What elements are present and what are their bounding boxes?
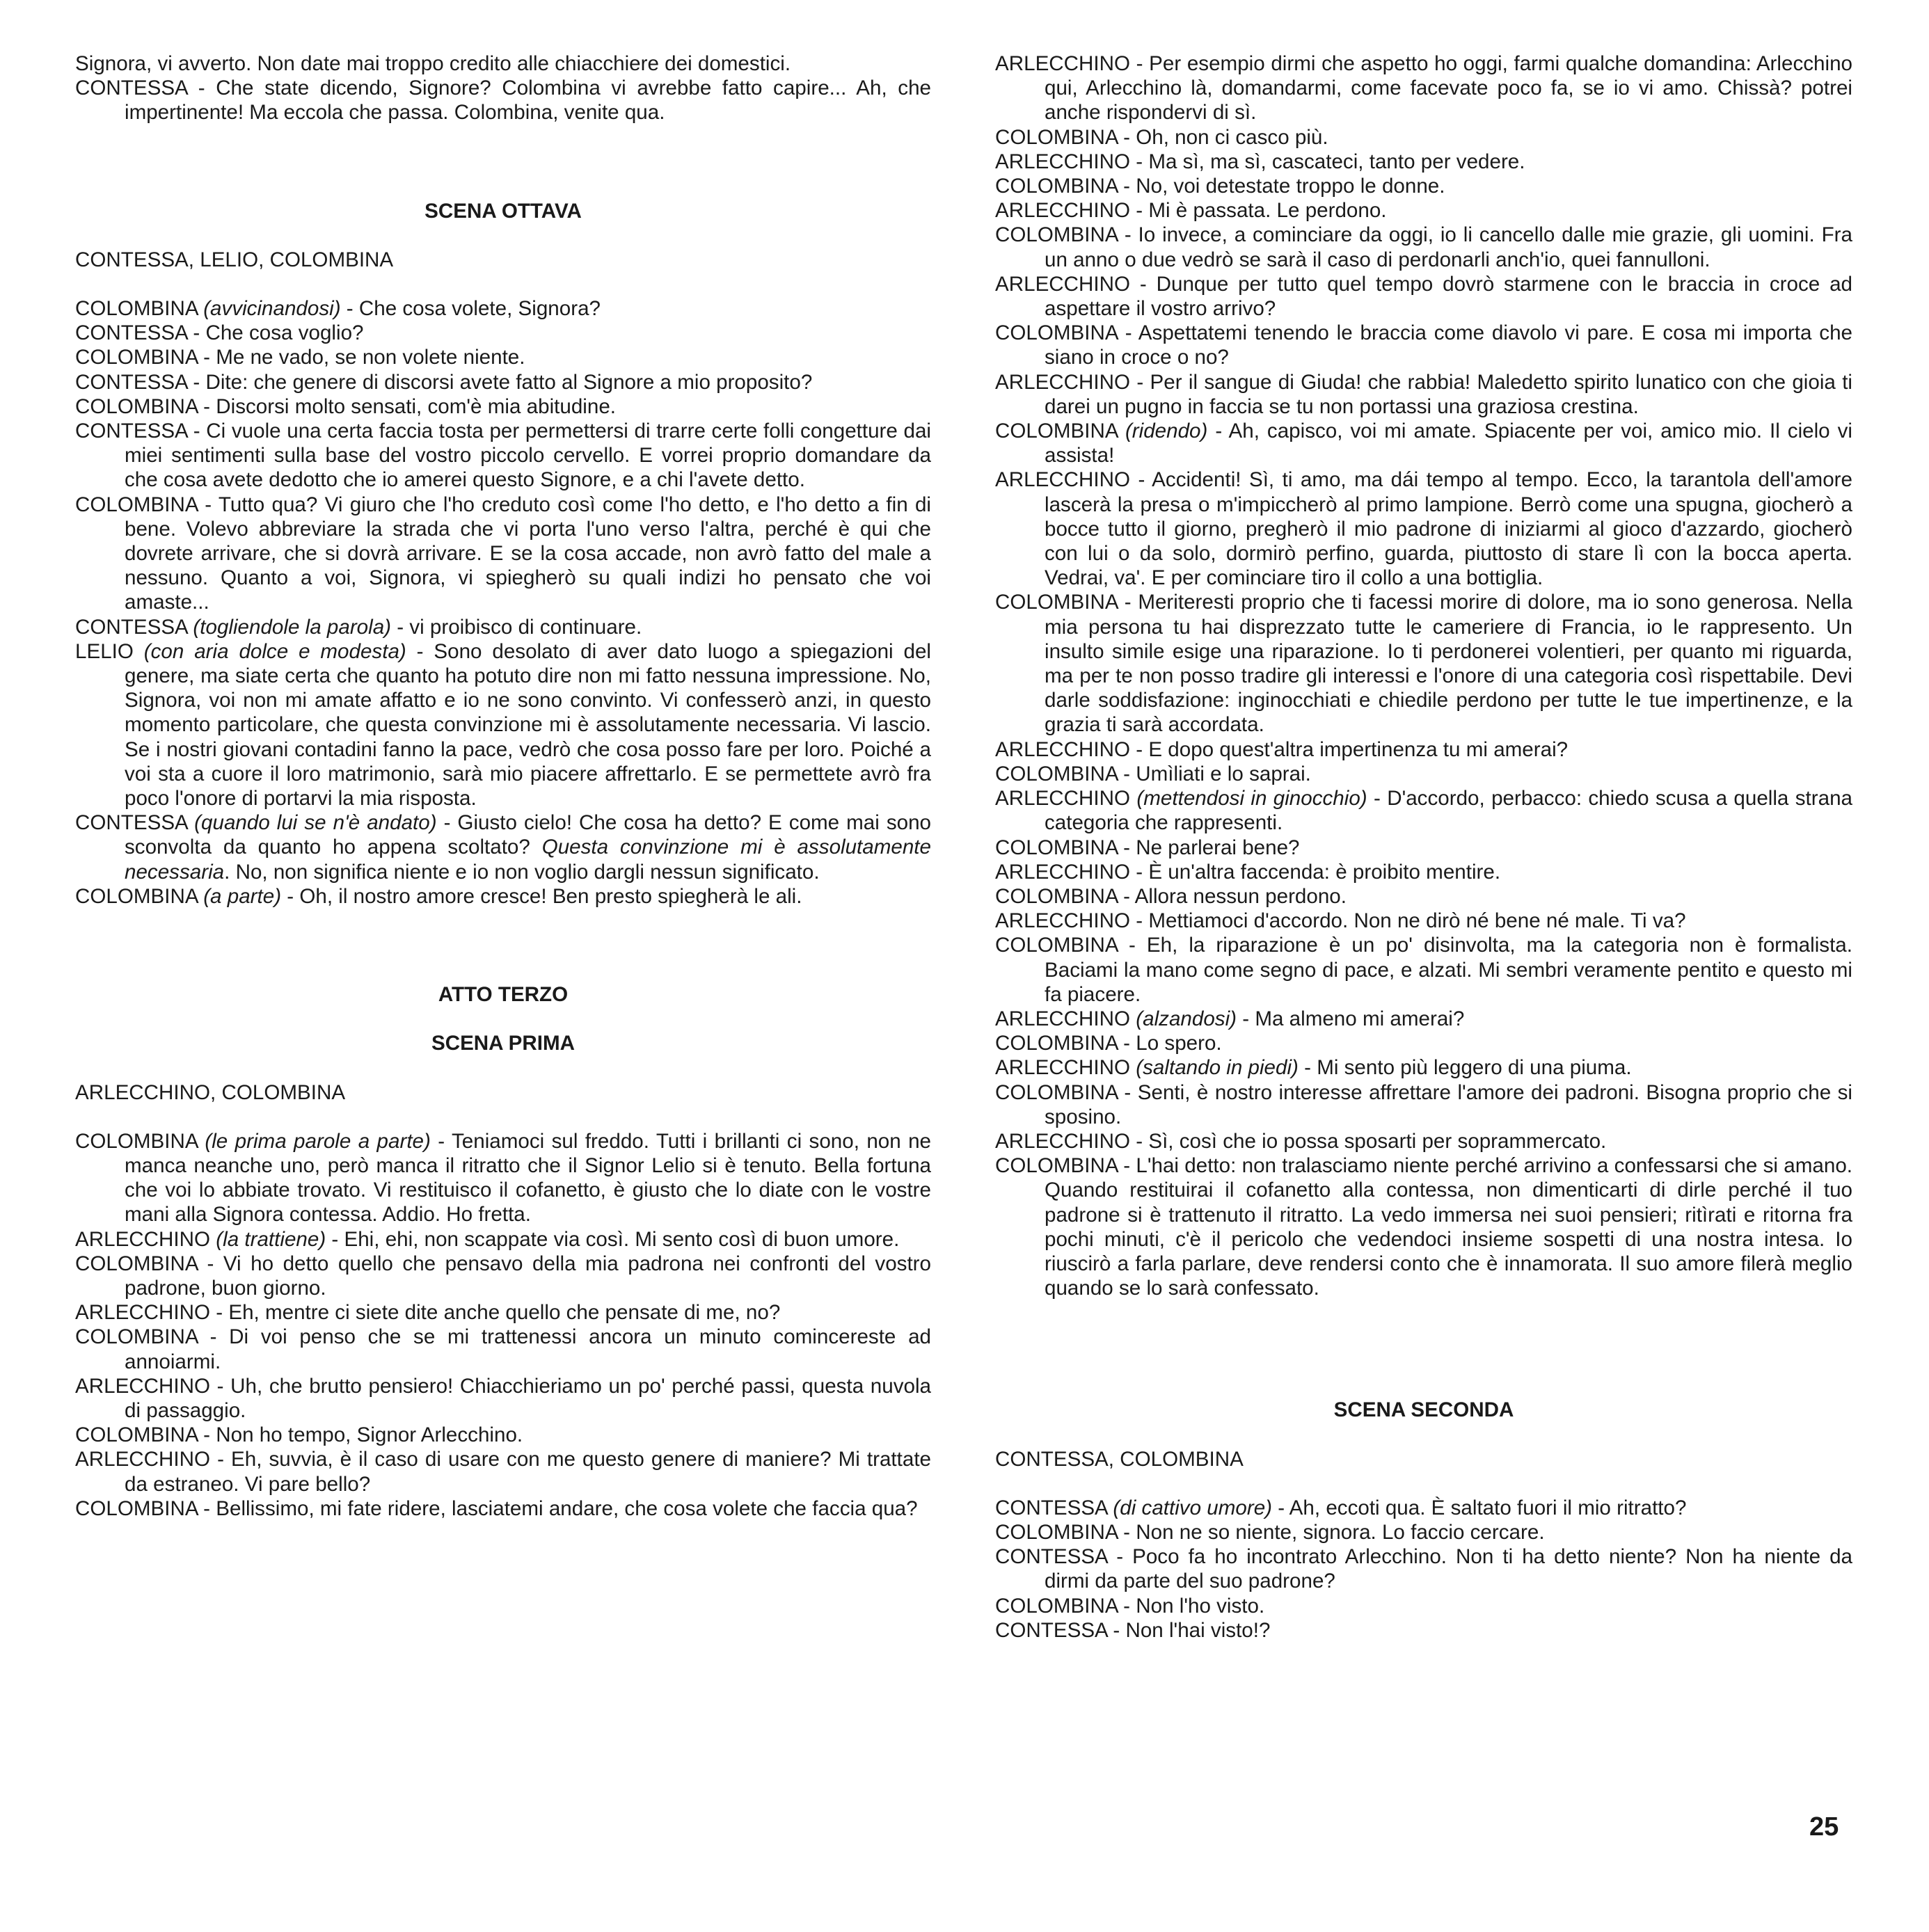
dialogue-line: CONTESSA (quando lui se n'è andato) - Giusto cielo! Che cosa ha detto? E come mai sono sconvolta da quanto ho appena scoltato? Questa convinzione mi è assolutamente necessaria. No, non significa niente e io non voglio dargli nessun significato. (75, 811, 931, 884)
dialogue-line: COLOMBINA - Umìliati e lo saprai. (995, 762, 1311, 785)
dialogue-line: COLOMBINA - Non ho tempo, Signor Arlecchino. (75, 1423, 523, 1447)
cast-list: CONTESSA, COLOMBINA (995, 1447, 1244, 1471)
dialogue-line: ARLECCHINO (alzandosi) - Ma almeno mi amerai? (995, 1007, 1465, 1030)
dialogue-line: COLOMBINA - Oh, non ci casco più. (995, 125, 1328, 149)
scene-heading: SCENA OTTAVA (424, 199, 582, 223)
cast-list: CONTESSA, LELIO, COLOMBINA (75, 248, 394, 271)
dialogue-line: COLOMBINA - Allora nessun perdono. (995, 884, 1347, 908)
dialogue-line: COLOMBINA - Me ne vado, se non volete niente. (75, 346, 525, 369)
dialogue-line: COLOMBINA - Senti, è nostro interesse affrettare l'amore dei padroni. Bisogna proprio che si sposino. (995, 1080, 1852, 1128)
dialogue-line: COLOMBINA - Non ne so niente, signora. Lo faccio cercare. (995, 1520, 1545, 1544)
dialogue-line: COLOMBINA (avvicinandosi) - Che cosa volete, Signora? (75, 297, 601, 321)
dialogue-line: CONTESSA (di cattivo umore) - Ah, eccoti qua. È saltato fuori il mio ritratto? (995, 1496, 1687, 1519)
cast-list: ARLECCHINO, COLOMBINA (75, 1080, 346, 1104)
dialogue-line: CONTESSA - Ci vuole una certa faccia tosta per permettersi di trarre certe folli congetture dai miei sentimenti sulla base del vostro piccolo cervello. E vorrei proprio domandare da che cosa avete dedotto che io amerei questo Signore, e a chi l'avete detto. (75, 420, 931, 492)
dialogue-line: ARLECCHINO - Mettiamoci d'accordo. Non ne dirò né bene né male. Ti va? (995, 909, 1686, 933)
act-heading: ATTO TERZO (438, 983, 569, 1007)
dialogue-line: COLOMBINA - Bellissimo, mi fate ridere, lasciatemi andare, che cosa volete che faccia qua? (75, 1496, 918, 1520)
dialogue-line: COLOMBINA - Io invece, a cominciare da oggi, io li cancello dalle mie grazie, gli uomini. Fra un anno o due vedrò se sarà il caso di perdonarli anch'io, quei fannulloni. (995, 223, 1852, 271)
dialogue-line: COLOMBINA - Lo spero. (995, 1032, 1222, 1055)
dialogue-line: CONTESSA (togliendole la parola) - vi proibisco di continuare. (75, 615, 642, 639)
dialogue-line: COLOMBINA - Vi ho detto quello che pensavo della mia padrona nei confronti del vostro padrone, buon giorno. (75, 1252, 931, 1300)
dialogue-line: ARLECCHINO - Uh, che brutto pensiero! Chiacchieriamo un po' perché passi, questa nuvola di passaggio. (75, 1374, 931, 1422)
scene-heading: SCENA PRIMA (431, 1032, 575, 1055)
dialogue-line: ARLECCHINO (saltando in piedi) - Mi sento più leggero di una piuma. (995, 1056, 1632, 1080)
dialogue-line: ARLECCHINO - Eh, mentre ci siete dite anche quello che pensate di me, no? (75, 1301, 781, 1325)
dialogue-line: COLOMBINA - Eh, la riparazione è un po' disinvolta, ma la categoria non è formalista. Baciami la mano come segno di pace, e alzati. Mi sembri veramente pentito e questo mi fa piacere. (995, 934, 1852, 1006)
dialogue-line: CONTESSA - Che state dicendo, Signore? Colombina vi avrebbe fatto capire... Ah, che impertinente! Ma eccola che passa. Colombina, venite qua. (75, 77, 931, 125)
dialogue-line: COLOMBINA - Meriteresti proprio che ti facessi morire di dolore, ma io sono generosa. Nella mia persona tu hai disprezzato tutte le cameriere di Francia, io le rappresento. Un insulto simile esige una riparazione. Io ti perdonerei volentieri, per quanto mi riguarda, ma per te non posso tradire gli interessi e l'onore di una categoria così rispettabile. Devi darle soddisfazione: inginocchiati e chiedile perdono per tutte le tue impertinenze, e la grazia ti sarà accordata. (995, 591, 1852, 737)
dialogue-line: COLOMBINA (ridendo) - Ah, capisco, voi mi amate. Spiacente per voi, amico mio. Il cielo vi assista! (995, 420, 1852, 468)
dialogue-line: CONTESSA - Che cosa voglio? (75, 321, 364, 345)
dialogue-line: CONTESSA - Non l'hai visto!? (995, 1618, 1271, 1642)
dialogue-line: COLOMBINA - Tutto qua? Vi giuro che l'ho creduto così come l'ho detto, e l'ho detto a fin di bene. Volevo abbreviare la strada che vi porta l'uno verso l'altra, perché è qui che dovrete arrivare, che si dovrà arrivare. E se la cosa accade, non avrò fatto del male a nessuno. Quanto a voi, Signora, vi spiegherò su quali indizi ho pensato che voi amaste... (75, 493, 931, 614)
page-number: 25 (1809, 1812, 1839, 1842)
dialogue-line: Signora, vi avverto. Non date mai troppo credito alle chiacchiere dei domestici. (75, 52, 791, 75)
dialogue-line: ARLECCHINO - Accidenti! Sì, ti amo, ma dái tempo al tempo. Ecco, la tarantola dell'amore lascerà la presa o m'impiccherò al primo lampione. Berrò come una spugna, giocherò a bocce tutto il giorno, pregherò il mio padrone di iniziarmi al gioco d'azzardo, giocherò con lui o da solo, dormirò perfino, guarda, piuttosto di stare lì con la bocca aperta. Vedrai, va'. E per cominciare tiro il collo a una bottiglia. (995, 468, 1852, 590)
dialogue-line: COLOMBINA - Aspettatemi tenendo le braccia come diavolo vi pare. E cosa mi importa che siano in croce o no? (995, 321, 1852, 369)
dialogue-line: ARLECCHINO (la trattiene) - Ehi, ehi, non scappate via così. Mi sento così di buon umore. (75, 1227, 900, 1251)
left-column (75, 51, 931, 1521)
dialogue-line: ARLECCHINO - E dopo quest'altra impertinenza tu mi amerai? (995, 737, 1569, 761)
dialogue-line: CONTESSA - Dite: che genere di discorsi avete fatto al Signore a mio proposito? (75, 370, 813, 394)
dialogue-line: ARLECCHINO (mettendosi in ginocchio) - D'accordo, perbacco: chiedo scusa a quella strana categoria che rappresenti. (995, 787, 1852, 835)
dialogue-line: COLOMBINA - L'hai detto: non tralasciamo niente perché arrivino a confessarsi che si amano. Quando restituirai il cofanetto alla contessa, non dimenticarti di dirle perché il tuo padrone si è trattenuto il ritratto. La vedo immersa nei suoi pensieri; ritìrati e ritorna fra pochi minuti, c'è il pericolo che vedendoci insieme sospetti di una nostra intesa. Io riuscirò a farla parlare, deve rendersi conto che è innamorata. Il suo amore filerà meglio quando se lo sarà confessato. (995, 1154, 1852, 1300)
dialogue-line: ARLECCHINO - Eh, suvvia, è il caso di usare con me questo genere di maniere? Mi trattate da estraneo. Vi pare bello? (75, 1448, 931, 1496)
dialogue-line: ARLECCHINO - Mi è passata. Le perdono. (995, 199, 1387, 223)
dialogue-line: CONTESSA - Poco fa ho incontrato Arlecchino. Non ti ha detto niente? Non ha niente da dirmi da parte del suo padrone? (995, 1545, 1852, 1593)
dialogue-line: COLOMBINA (a parte) - Oh, il nostro amore cresce! Ben presto spiegherà le ali. (75, 884, 802, 908)
right-column (995, 51, 1852, 1643)
dialogue-line: COLOMBINA - No, voi detestate troppo le donne. (995, 175, 1445, 198)
dialogue-line: LELIO (con aria dolce e modesta) - Sono desolato di aver dato luogo a spiegazioni del genere, ma siate certa che quanto ha potuto dire non mi fatto nessuna impressione. No, Signora, voi non mi amate affatto e io ne sono convinto. Vi confesserò anzi, in questo momento particolare, che questa convinzione mi è assolutamente necessaria. Vi lascio. Se i nostri giovani contadini fanno la pace, vedrò che cosa posso fare per loro. Poiché a voi sta a cuore il loro matrimonio, sarà mio piacere affrettarlo. E se permettete avrò fra poco l'onore di portarvi la mia risposta. (75, 639, 931, 811)
dialogue-line: ARLECCHINO - È un'altra faccenda: è proibito mentire. (995, 860, 1501, 884)
dialogue-line: ARLECCHINO - Sì, così che io possa sposarti per soprammercato. (995, 1129, 1607, 1153)
dialogue-line: COLOMBINA - Di voi penso che se mi trattenessi ancora un minuto comincereste ad annoiarmi. (75, 1325, 931, 1373)
scene-heading: SCENA SECONDA (1333, 1398, 1514, 1422)
dialogue-line: ARLECCHINO - Per il sangue di Giuda! che rabbia! Maledetto spirito lunatico con che gioia ti darei un pugno in faccia se tu non portassi una graziosa crestina. (995, 370, 1852, 418)
dialogue-line: ARLECCHINO - Per esempio dirmi che aspetto ho oggi, farmi qualche domandina: Arlecchino qui, Arlecchino là, domandarmi, come facevate poco fa, se io vi amo. Chissà? potrei anche rispondervi di sì. (995, 52, 1852, 125)
dialogue-line: ARLECCHINO - Ma sì, ma sì, cascateci, tanto per vedere. (995, 150, 1525, 173)
dialogue-line: ARLECCHINO - Dunque per tutto quel tempo dovrò starmene con le braccia in croce ad aspettare il vostro arrivo? (995, 272, 1852, 321)
dialogue-line: COLOMBINA - Ne parlerai bene? (995, 836, 1300, 859)
dialogue-line: COLOMBINA (le prima parole a parte) - Teniamoci sul freddo. Tutti i brillanti ci sono, non ne manca neanche uno, però manca il ritratto che il Signor Lelio si è tenuto. Bella fortuna che voi lo abbiate trovato. Vi restituisco il cofanetto, è giusto che lo diate con le vostre mani alla Signora contessa. Addio. Ho fretta. (75, 1129, 932, 1227)
dialogue-line: COLOMBINA - Discorsi molto sensati, com'è mia abitudine. (75, 394, 616, 418)
dialogue-line: COLOMBINA - Non l'ho visto. (995, 1594, 1265, 1618)
